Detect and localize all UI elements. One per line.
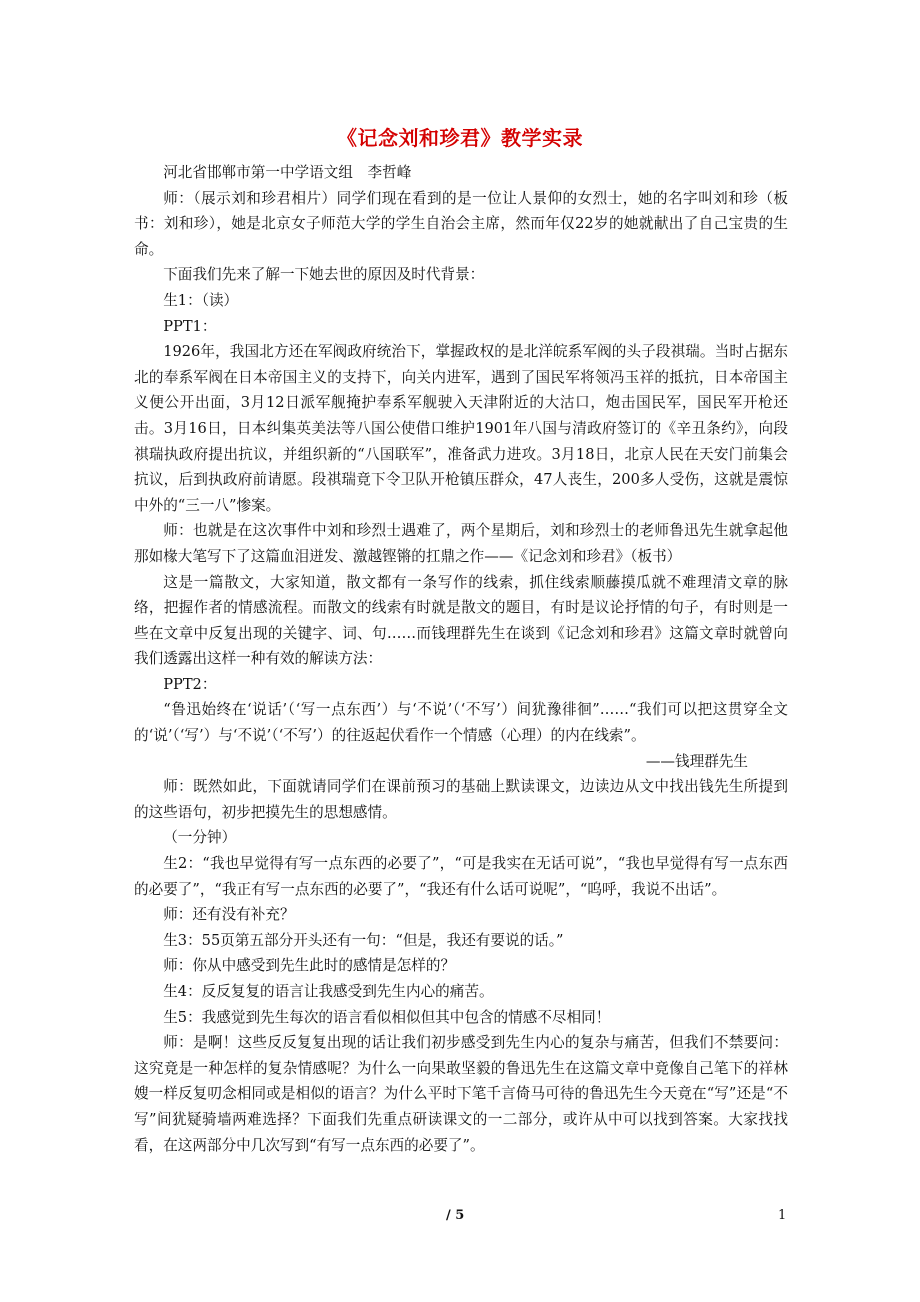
paragraph: 生4：反反复复的语言让我感受到先生内心的痛苦。 — [163, 983, 494, 1000]
author-line: 河北省邯郸市第一中学语文组 李哲峰 — [163, 164, 412, 181]
page-number: 1 — [778, 1208, 787, 1223]
paragraph: 师：也就是在这次事件中刘和珍烈士遇难了，两个星期后，刘和珍烈士的老师鲁迅先生就拿起他那如椽大笔写下了这篇血泪迸发、激越铿锵的扛鼎之作——《记念刘和珍君》（板书） — [134, 522, 788, 565]
paragraph: 师：既然如此，下面就请同学们在课前预习的基础上默读课文，边读边从文中找出钱先生所提到的这些语句，初步把摸先生的思想感情。 — [134, 778, 788, 821]
paragraph: （一分钟） — [163, 829, 237, 847]
paragraph: 生5：我感觉到先生每次的语言看似相似但其中包含的情感不尽相同！ — [163, 1008, 611, 1026]
paragraph: 下面我们先来了解一下她去世的原因及时代背景： — [163, 266, 485, 284]
document-body — [134, 160, 788, 1158]
quotation: “鲁迅始终在‘说话’（‘写一点东西’）与‘不说’（‘不写’）间犹豫徘徊”……“我们可以把这贯穿全文的‘说’（‘写’）与‘不说’（‘不写’）的往返起伏看作一个情感（心理）的内在线索”。 — [134, 701, 788, 745]
paragraph: 师：是啊！这些反反复复出现的话让我们初步感受到先生内心的复杂与痛苦，但我们不禁要问：这究竟是一种怎样的复杂情感呢？为什么一向果敢坚毅的鲁迅先生在这篇文章中竟像自己笔下的祥林嫂一样反复叨念相同或是相似的语言？为什么平时下笔千言倚马可待的鲁迅先生今天竟在“写”还是“不写”间犹疑骑墙两难选择？下面我们先重点研读课文的一二部分，或许从中可以找到答案。大家找找看，在这两部分中几次写到“有写一点东西的必要了”。 — [134, 1034, 788, 1154]
paragraph: 生2：“我也早觉得有写一点东西的必要了”，“可是我实在无话可说”，“我也早觉得有写一点东西的必要了”，“我正有写一点东西的必要了”，“我还有什么话可说呢”，“呜呼，我说不出话”。 — [134, 855, 788, 898]
paragraph: 师：还有没有补充？ — [163, 906, 295, 924]
paragraph: PPT1： — [163, 317, 217, 335]
paragraph: 师：你从中感受到先生此时的感情是怎样的？ — [163, 957, 456, 975]
paragraph: PPT2： — [163, 675, 217, 693]
paragraph: 这是一篇散文，大家知道，散文都有一条写作的线索，抓住线索顺藤摸瓜就不难理清文章的脉络，把握作者的情感流程。而散文的线索有时就是散文的题目，有时是议论抒情的句子，有时则是一些在文章中反复出现的关键字、词、句……而钱理群先生在谈到《记念刘和珍君》这篇文章时就曾向我们透露出这样一种有效的解读方法： — [134, 573, 788, 668]
paragraph: 师：（展示刘和珍君相片）同学们现在看到的是一位让人景仰的女烈士，她的名字叫刘和珍（板书：刘和珍），她是北京女子师范大学的学生自治会主席，然而年仅22岁的她就献出了自己宝贵的生命。 — [134, 189, 788, 258]
paragraph: 生3：55页第五部分开头还有一句：“但是，我还有要说的话。” — [163, 931, 564, 949]
document-title: 《记念刘和珍君》教学实录 — [337, 126, 583, 150]
paragraph: 生1：（读） — [163, 291, 239, 309]
quotation-attribution: ——钱理群先生 — [645, 752, 748, 770]
paragraph: 1926年，我国北方还在军阀政府统治下，掌握政权的是北洋皖系军阀的头子段祺瑞。当时占据东北的奉系军阀在日本帝国主义的支持下，向关内进军，遇到了国民军将领冯玉祥的抵抗，日本帝国主义便公开出面，3月12日派军舰掩护奉系军舰驶入天津附近的大沽口，炮击国民军，国民军开枪还击。3月16日，日本纠集英美法等八国公使借口维护1901年八国与清政府签订的《辛丑条约》，向段祺瑞执政府提出抗议，并组织新的“八国联军”，准备武力进攻。3月18日，北京人民在天安门前集会抗议，后到执政府前请愿。段祺瑞竟下令卫队开枪镇压群众，47人丧生，200多人受伤，这就是震惊中外的“三一八”惨案。 — [134, 343, 788, 514]
page-total: / 5 — [446, 1208, 465, 1223]
